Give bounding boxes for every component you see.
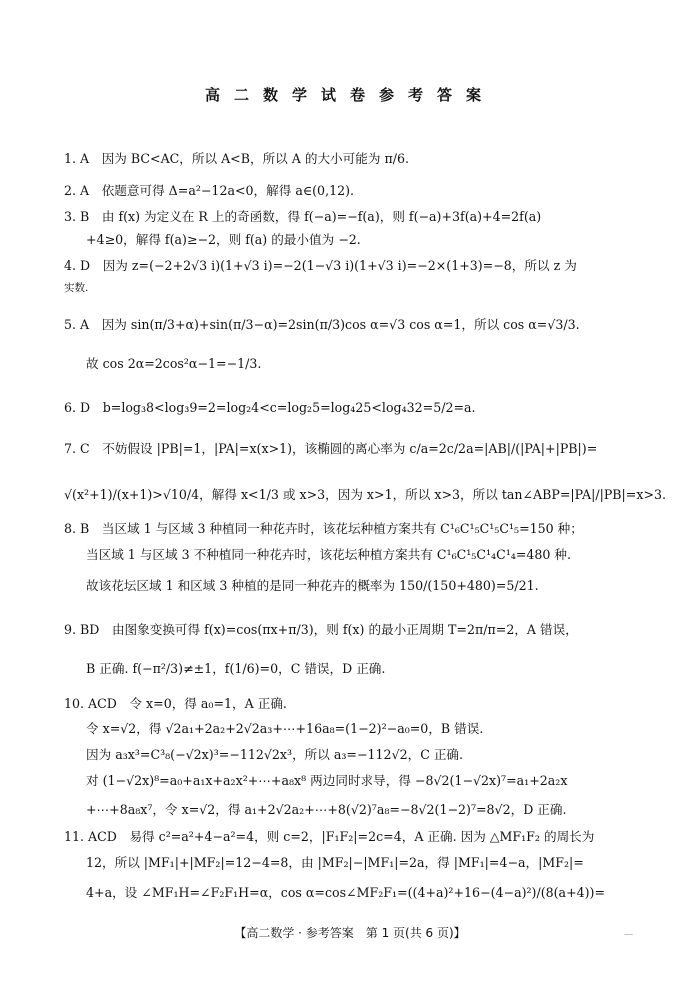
answer-8: 8. B 当区域 1 与区域 3 种植同一种花卉时，该花坛种植方案共有 C¹₆C¹₅C¹₅C¹₅=150 种； bbox=[64, 521, 583, 536]
answer-11: 11. ACD 易得 c²=a²+4−a²=4，则 c=2，|F₁F₂|=2c=4，A 正确. 因为 △MF₁F₂ 的周长为 bbox=[64, 829, 595, 844]
answer-11-cont-2: 4+a，设 ∠MF₁H=∠F₂F₁H=α，cos α=cos∠MF₂F₁=((4+a)²+16−(4−a)²)/(8(a+4))= bbox=[86, 885, 606, 900]
answer-4: 4. D 因为 z=(−2+2√3 i)(1+√3 i)=−2(1−√3 i)(1+√3 i)=−2×(1+3)=−8，所以 z 为 bbox=[64, 258, 577, 273]
page-title: 高二数学试卷参考答案 bbox=[204, 86, 495, 104]
answer-9: 9. BD 由图象变换可得 f(x)=cos(πx+π/3)，则 f(x) 的最小正周期 T=2π/π=2，A 错误， bbox=[64, 622, 578, 637]
answer-10: 10. ACD 令 x=0，得 a₀=1，A 正确. bbox=[64, 696, 287, 711]
footer-dash: — bbox=[624, 930, 633, 940]
answer-1: 1. A 因为 BC<AC，所以 A<B，所以 A 的大小可能为 π/6. bbox=[64, 151, 409, 166]
answer-7: 7. C 不妨假设 |PB|=1，|PA|=x(x>1)，该椭圆的离心率为 c/a=2c/2a=|AB|/(|PA|+|PB|)= bbox=[64, 441, 598, 456]
answer-2: 2. A 依题意可得 Δ=a²−12a<0，解得 a∈(0,12). bbox=[64, 183, 355, 198]
answer-3: 3. B 由 f(x) 为定义在 R 上的奇函数，得 f(−a)=−f(a)，则 f(−a)+3f(a)+4=2f(a) bbox=[64, 209, 542, 224]
answer-5-cont: 故 cos 2α=2cos²α−1=−1/3. bbox=[86, 356, 262, 371]
answer-10-d-cont: +⋯+8a₈x⁷，令 x=√2，得 a₁+2√2a₂+⋯+8(√2)⁷a₈=−8√2(1−2)⁷=8√2，D 正确. bbox=[86, 802, 567, 817]
answer-8-cont: 当区域 1 与区域 3 不种植同一种花卉时，该花坛种植方案共有 C¹₆C¹₅C¹₄C¹₄=480 种. bbox=[86, 547, 572, 562]
answer-4-cont: 实数. bbox=[64, 282, 89, 294]
answer-3-cont: +4≥0，解得 f(a)≥−2，则 f(a) 的最小值为 −2. bbox=[86, 232, 361, 247]
answer-10-d: 对 (1−√2x)⁸=a₀+a₁x+a₂x²+⋯+a₈x⁸ 两边同时求导，得 −8√2(1−√2x)⁷=a₁+2a₂x bbox=[86, 773, 568, 788]
answer-5: 5. A 因为 sin(π/3+α)+sin(π/3−α)=2sin(π/3)cos α=√3 cos α=1，所以 cos α=√3/3. bbox=[64, 317, 580, 332]
page-footer: 【高二数学 · 参考答案 第 1 页(共 6 页)】 bbox=[234, 926, 466, 940]
answer-8-cont-2: 故该花坛区域 1 和区域 3 种植的是同一种花卉的概率为 150/(150+480)=5/21. bbox=[86, 578, 539, 593]
answer-10-c: 因为 a₃x³=C³₈(−√2x)³=−112√2x³，所以 a₃=−112√2，C 正确. bbox=[86, 747, 464, 762]
answer-7-cont: √(x²+1)/(x+1)>√10/4，解得 x<1/3 或 x>3，因为 x>1，所以 x>3，所以 tan∠ABP=|PA|/|PB|=x>3. bbox=[64, 487, 667, 502]
answer-10-b: 令 x=√2，得 √2a₁+2a₂+2√2a₃+⋯+16a₈=(1−2)²−a₀=0，B 错误. bbox=[86, 721, 484, 736]
answer-11-cont: 12，所以 |MF₁|+|MF₂|=12−4=8，由 |MF₂|−|MF₁|=2a，得 |MF₁|=4−a，|MF₂|= bbox=[86, 855, 584, 870]
answer-6: 6. D b=log₃8<log₃9=2=log₂4<c=log₂5=log₄25<log₄32=5/2=a. bbox=[64, 400, 476, 415]
answer-9-cont: B 正确. f(−π²/3)≠±1，f(1/6)=0，C 错误，D 正确. bbox=[86, 661, 386, 676]
